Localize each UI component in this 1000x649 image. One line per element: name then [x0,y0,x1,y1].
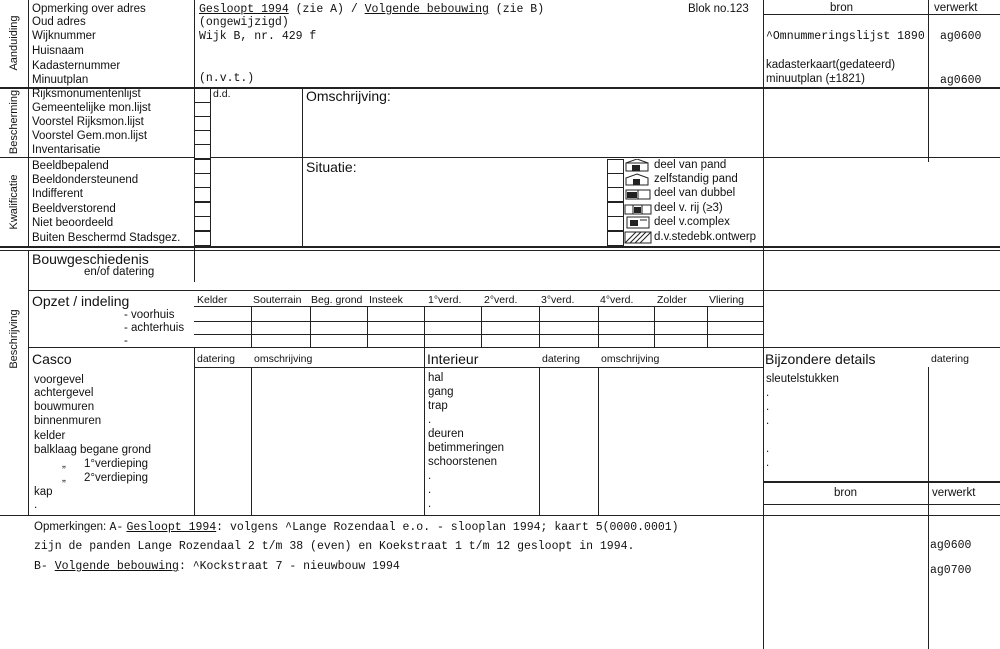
label-voorstel-rijks: Voorstel Rijksmon.lijst [32,116,144,128]
bijz-dot-2: . [766,401,770,413]
casco-kap: kap [34,486,53,498]
checkbox-deel-van-dubbel[interactable] [607,187,624,202]
casco-2-verdieping [34,472,148,485]
opmerkingen-line-a [34,521,679,534]
bron-header: bron [830,2,854,14]
gesloopt-text: Gesloopt 1994 [199,3,289,16]
checkbox-deel-v-rij[interactable] [607,202,624,217]
checkbox-buiten-beschermd[interactable] [194,231,211,246]
deel-van-dubbel-icon [624,187,652,200]
separator-text: / [350,3,358,16]
deel-v-complex-icon [624,216,652,229]
opmerkingen-verwerkt-a: ag0600 [930,539,972,552]
interieur-schoorstenen: schoorstenen [428,456,498,468]
label-huisnaam: Huisnaam [32,45,84,57]
col-kelder: Kelder [197,294,228,306]
checkbox-niet-beoordeeld[interactable] [194,216,211,231]
bijz-sleutelstukken: sleutelstukken [766,373,839,385]
interieur-omschrijving-header: omschrijving [601,353,660,365]
bijzondere-details-label: Bijzondere details [765,351,876,367]
ditto-mark-1: „ [62,458,66,470]
col-4-verd: 4°verd. [600,294,634,306]
casco-label: Casco [32,351,72,367]
situatie-label: Situatie: [306,159,357,175]
aanduiding-side-label: Aanduiding [8,15,20,71]
col-insteek: Insteek [369,294,403,306]
checkbox-gemeentelijke-lijst[interactable] [194,102,211,117]
col-1-verd: 1°verd. [428,294,462,306]
option-deel-v-rij: deel v. rij (≥3) [654,202,723,214]
label-opmerking-adres: Opmerking over adres [32,3,146,15]
col-vliering: Vliering [709,294,745,306]
interieur-dot-4: . [428,498,432,510]
opmerkingen-verwerkt-b: ag0700 [930,564,972,577]
casco-balklaag: balklaag begane grond [34,444,152,456]
zelfstandig-pand-icon [624,173,652,186]
option-deel-van-pand: deel van pand [654,159,727,171]
col-3-verd: 3°verd. [541,294,575,306]
casco-voorgevel: voorgevel [34,374,84,386]
col-souterrain: Souterrain [253,294,302,306]
bijz-verwerkt-header: verwerkt [932,487,976,499]
bescherming-side-label: Bescherming [8,89,20,155]
bouwgeschiedenis-label: Bouwgeschiedenis [32,251,149,267]
option-deel-van-dubbel: deel van dubbel [654,187,736,199]
voorhuis-label: - voorhuis [124,309,175,321]
checkbox-beeldbepalend[interactable] [194,159,211,174]
label-kadasternummer: Kadasternummer [32,60,121,72]
deel-van-pand-icon [624,159,652,172]
opmerkingen-line-2: zijn de panden Lange Rozendaal 2 t/m 38 (even) en Koekstraat 1 t/m 12 gesloopt in 1994. [34,540,635,553]
option-stedebk-ontwerp: d.v.stedebk.ontwerp [654,231,757,243]
label-wijknummer: Wijknummer [32,30,96,42]
interieur-label: Interieur [427,351,479,367]
bron-omnummering: ^Omnummeringslijst 1890 [766,30,925,43]
label-oud-adres: Oud adres [32,16,86,28]
minuutplan-value: (n.v.t.) [199,72,255,85]
achterhuis-label: - achterhuis [124,322,185,334]
adres-value-line1 [199,3,544,16]
checkbox-rijksmonumentenlijst[interactable] [194,88,211,103]
casco-datering-header: datering [197,353,235,365]
wijknummer-value: Wijk B, nr. 429 f [199,30,317,43]
option-zelfstandig-pand: zelfstandig pand [654,173,738,185]
label-beeldondersteunend: Beeldondersteunend [32,174,139,186]
blok-label-text: Blok no. [688,3,730,15]
beschrijving-side-label: Beschrijving [8,309,20,369]
checkbox-deel-v-complex[interactable] [607,216,624,231]
label-indifferent: Indifferent [32,188,83,200]
casco-binnenmuren: binnenmuren [34,415,102,427]
en-of-datering-label: en/of datering [84,266,155,278]
col-2-verd: 2°verd. [484,294,518,306]
deel-v-rij-icon [624,202,652,215]
opzet-indeling-label: Opzet / indeling [32,293,130,309]
checkbox-voorstel-gem[interactable] [194,130,211,145]
omschrijving-label: Omschrijving: [306,88,391,104]
casco-bouwmuren: bouwmuren [34,401,95,413]
casco-1-verdieping [34,458,148,471]
interieur-dot-3: . [428,484,432,496]
interieur-betimmeringen: betimmeringen [428,442,505,454]
label-gemeentelijke-lijst: Gemeentelijke mon.lijst [32,102,151,114]
label-buiten-beschermd: Buiten Beschermd Stadsgez. [32,232,181,244]
label-rijksmonumentenlijst: Rijksmonumentenlijst [32,88,141,100]
bron-minuutplan: minuutplan (±1821) [766,73,866,85]
verd2-text: 2°verdieping [84,472,149,484]
checkbox-inventarisatie[interactable] [194,144,211,159]
remark-a-prefix: A- [109,521,124,534]
bijz-bron-header: bron [834,487,858,499]
checkbox-beeldverstorend[interactable] [194,202,211,217]
remark-b-rest: : ^Kockstraat 7 - nieuwbouw 1994 [178,560,400,573]
label-beeldverstorend: Beeldverstorend [32,203,116,215]
blok-number: 123 [729,3,749,15]
label-voorstel-gem: Voorstel Gem.mon.lijst [32,130,148,142]
checkbox-indifferent[interactable] [194,187,211,202]
label-beeldbepalend: Beeldbepalend [32,160,109,172]
bijzondere-datering-header: datering [931,353,969,365]
checkbox-voorstel-rijks[interactable] [194,116,211,131]
interieur-datering-header: datering [542,353,580,365]
casco-dot: . [34,499,38,511]
verd1-text: 1°verdieping [84,458,149,470]
casco-achtergevel: achtergevel [34,387,94,399]
zie-b-text: (zie B) [488,3,545,16]
bijz-dot-5: . [766,457,770,469]
checkbox-deel-van-pand[interactable] [607,159,624,174]
casco-kelder: kelder [34,430,66,442]
interieur-dot-1: . [428,414,432,426]
option-deel-v-complex: deel v.complex [654,216,730,228]
col-beg-grond: Beg. grond [311,294,363,306]
remark-b-underlined: Volgende bebouwing [54,560,179,573]
label-niet-beoordeeld: Niet beoordeeld [32,217,114,229]
kwalificatie-side-label: Kwalificatie [8,174,20,230]
verwerkt-omnummering: ag0600 [940,30,982,43]
dd-label: d.d. [213,88,231,100]
interieur-dot-2: . [428,470,432,482]
interieur-hal: hal [428,372,444,384]
stedebouwkundig-ontwerp-icon [624,231,652,244]
blok-label [688,3,749,16]
checkbox-zelfstandig-pand[interactable] [607,173,624,188]
opmerkingen-label: Opmerkingen: [34,521,107,533]
verwerkt-header: verwerkt [934,2,978,14]
ditto-mark-2: „ [62,472,66,484]
checkbox-beeldondersteunend[interactable] [194,173,211,188]
casco-omschrijving-header: omschrijving [254,353,313,365]
remark-a-underlined: Gesloopt 1994 [126,521,217,534]
zie-a-text: (zie A) [288,3,344,16]
bron-kadasterkaart: kadasterkaart(gedateerd) [766,59,896,71]
checkbox-stedebk-ontwerp[interactable] [607,231,624,246]
remark-a-rest: : volgens ^Lange Rozendaal e.o. - slooplan 1994; kaart 5(0000.0001) [216,521,679,534]
extra-row-dash: - [124,335,128,347]
interieur-gang: gang [428,386,454,398]
label-minuutplan: Minuutplan [32,74,89,86]
bijz-dot-1: . [766,387,770,399]
opmerkingen-line-b [34,560,400,573]
bijz-dot-3: . [766,415,770,427]
label-inventarisatie: Inventarisatie [32,144,101,156]
oud-adres-value: (ongewijzigd) [199,16,289,29]
interieur-deuren: deuren [428,428,464,440]
col-zolder: Zolder [657,294,687,306]
interieur-trap: trap [428,400,448,412]
verwerkt-minuutplan: ag0600 [940,74,982,87]
volgende-bebouwing-text: Volgende bebouwing [364,3,489,16]
bijz-dot-4: . [766,443,770,455]
remark-b-prefix: B- [34,560,48,573]
